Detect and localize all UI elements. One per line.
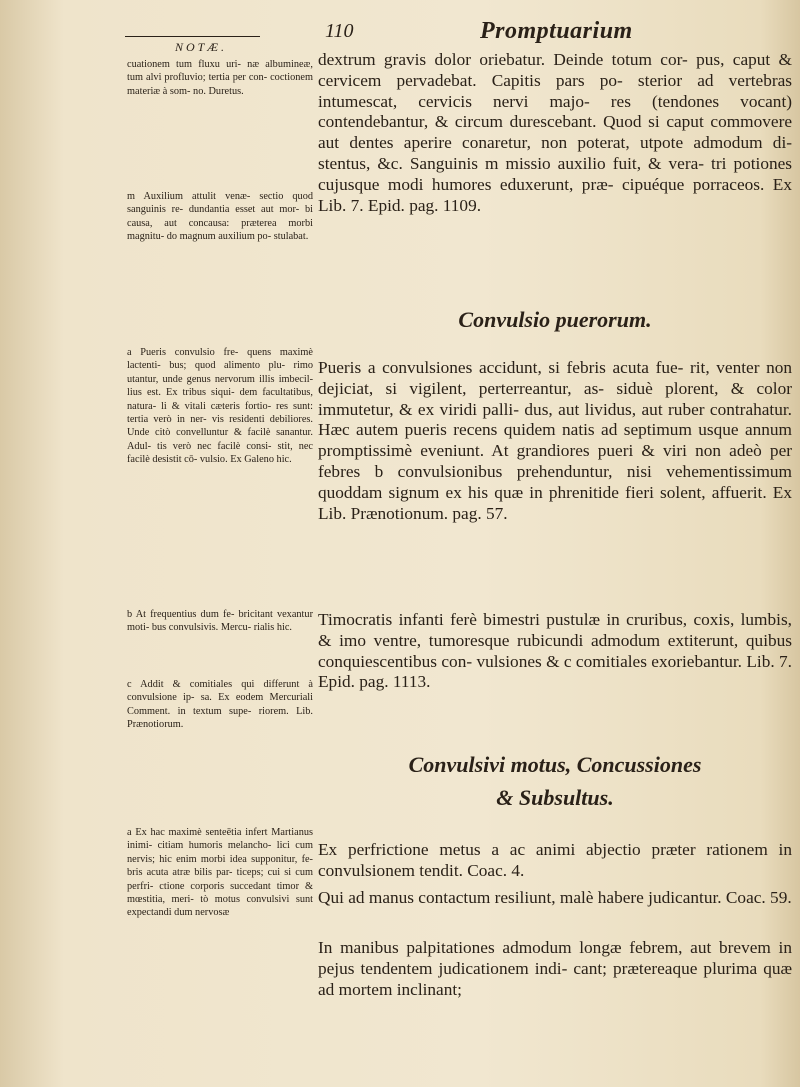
paragraph-pueris: Pueris a convulsiones accidunt, si febris acuta fue- rit, venter non dejiciat, si vigilent, perterreantur, as- siduè plorent, & color immutetur, & ex viridi palli- dus, aut lividus, aut ruber contrahatur. Hæc autem pueris recens quidem natis ad septimum usque annum promptissimè eveniunt. At grandiores pueri & viri non adeò per febres b convulsionibus prehenduntur, nisi vehementissimum quoddam signum ex his quæ in phrenitide fieri solent, affuerit. Ex Lib. Prænotionum. pag. 57. — [318, 358, 792, 523]
paragraph-continuation: dextrum gravis dolor oriebatur. Deinde totum cor- pus, caput & cervicem pervadebat. Capitis pars po- sterior ad vertebras intumescat, cervicis nervi majo- res (tendones vocant) contendebantur, & circum durescebant. Quod si caput commovere aut dentes aperire conaretur, non poterat, utpote admodum di- stentus, &c. Sanguinis m missio auxilio fuit, & vera- tri potiones cujusque modi humores eduxerunt, præ- cipuéque porraceos. Ex Lib. 7. Epid. pag. 1109. — [318, 50, 792, 215]
paragraph-timocratis: Timocratis infanti ferè bimestri pustulæ in cruribus, coxis, lumbis, & imo ventre, tumoresque rubicundi admodum extiterunt, quibus conquiescentibus con- vulsiones & c comitiales exoriebantur. Lib. 7. Epid. pag. 1113. — [318, 610, 792, 692]
note-a-pueris: a Pueris convulsio fre- quens maximè lactenti- bus; quod alimento plu- rimo utantur, unde genus nervorum illis imbecil- lius est. Ex tribus siqui- dem facultatibus, natura- li & vitali cæteris fortio- res sunt: tertia verò in ner- vis residenti debiliores. Unde citò convelluntur & facilè sanantur. Adul- tis verò nec facilè consi- stit, nec facilè desistit cō- vulsio. Ex Galeno hic. — [127, 347, 313, 466]
note-continuation: cuationem tum fluxu uri- næ albumineæ, tum alvi profluvio; tertia per con- coctionem materiæ à som- no. Duretus. — [127, 59, 313, 97]
paragraph-manus-contactum: Qui ad manus contactum resiliunt, malè habere judicantur. Coac. 59. — [318, 888, 792, 907]
section-heading-subsultus: & Subsultus. — [496, 785, 614, 810]
running-title: Promptuarium — [480, 18, 633, 44]
note-b: b At frequentius dum fe- bricitant vexantur moti- bus convulsivis. Mercu- rialis hic. — [127, 609, 313, 634]
note-c: c Addit & comitiales qui differunt à convulsione ip- sa. Ex eodem Mercuriali Comment. in textum supe- riorem. Lib. Prænotiorum. — [127, 679, 313, 731]
section-heading-convulsio-puerorum: Convulsio puerorum. — [458, 307, 652, 332]
page-header — [125, 18, 780, 54]
section-heading-convulsivi-motus: Convulsivi motus, Concussiones — [408, 752, 702, 777]
paragraph-palpitationes: In manibus palpitationes admodum longæ febrem, aut brevem in pejus tendentem judicationem indi- cant; prætereaque plurima quæ ad mortem inclinant; — [318, 938, 792, 999]
paragraph-perfrictione: Ex perfrictione metus a ac animi abjectio præter rationem in convulsionem tendit. Coac. 4. — [318, 840, 792, 880]
notes-rule — [125, 36, 260, 37]
note-a-perfrictione: a Ex hac maximè senteētia infert Martianus inimi- citiam humoris melancho- lici cum nervis; hic enim morbi idea supponitur, fe- bris acuta atræ bilis par- ticeps; cui si cum perfri- ctione corporis succedant timor & mœstitia, meri- tò motus convulsivi sunt expectandi dum nervosæ — [127, 827, 313, 919]
note-m: m Auxilium attulit venæ- sectio quod sanguinis re- dundantia esset aut mor- bi causa, aut concausa: præterea morbi magnitu- do magnum auxilium po- stulabat. — [127, 191, 313, 243]
notes-label: NOTÆ. — [175, 40, 228, 54]
page-number: 110 — [325, 20, 354, 42]
